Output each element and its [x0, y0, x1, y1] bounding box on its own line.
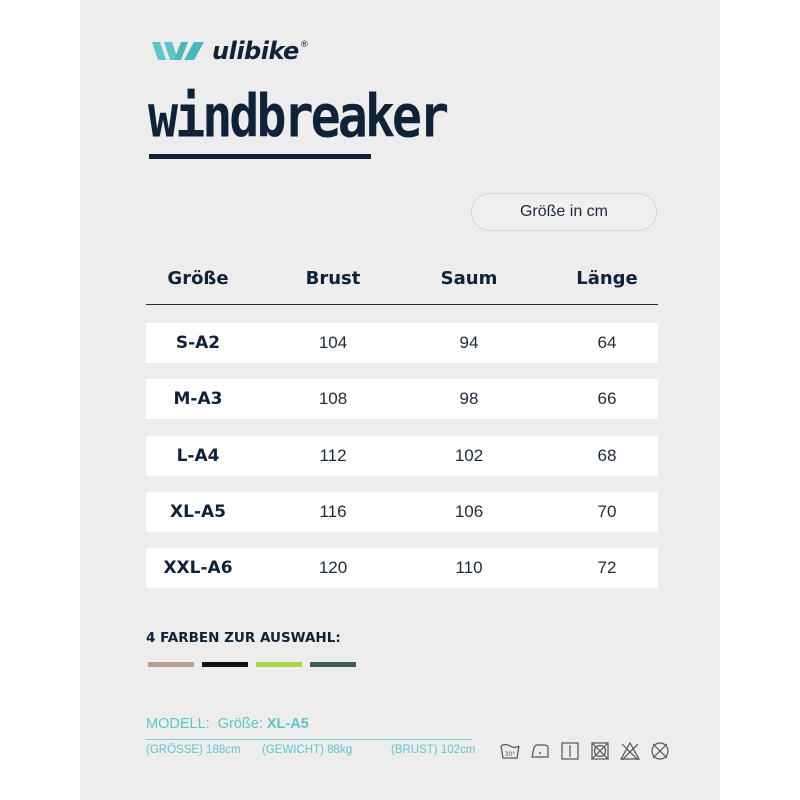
table-row [146, 323, 658, 363]
table-row [146, 492, 658, 532]
brand-name: ulibike [212, 37, 299, 65]
unit-label: Größe in cm [519, 203, 608, 220]
cell-chest: 108 [318, 389, 348, 408]
cell-size: M-A3 [173, 389, 223, 409]
cell-length: 70 [597, 502, 617, 521]
color-swatch-lime [256, 662, 302, 667]
brand-logo [150, 33, 309, 69]
color-swatch-dark-green [310, 662, 356, 667]
model-prefix: MODELL: [146, 716, 210, 732]
cell-hem: 98 [459, 389, 479, 408]
cell-hem: 106 [454, 502, 484, 521]
ulibike-logo-icon [150, 38, 206, 64]
color-swatch-beige [148, 662, 194, 667]
cell-length: 64 [597, 333, 617, 352]
table-row [146, 436, 658, 476]
cell-size: XXL-A6 [163, 558, 233, 578]
page-title: windbreaker [148, 82, 447, 151]
cell-chest: 116 [319, 502, 347, 521]
size-chart-card [80, 0, 720, 800]
cell-chest: 104 [318, 333, 348, 352]
table-row [146, 379, 658, 419]
wash-30-icon [499, 740, 521, 762]
no-tumble-dry-icon [589, 740, 611, 762]
color-swatch-black [202, 662, 248, 667]
model-chest: (BRUST) 102cm [391, 744, 476, 756]
model-divider [146, 739, 472, 740]
registered-mark: ® [299, 40, 309, 50]
table-header [146, 258, 658, 305]
header-hem: Saum [440, 268, 498, 289]
unit-badge [471, 193, 657, 231]
header-length: Länge [576, 268, 638, 289]
header-chest: Brust [305, 268, 361, 289]
cell-size: XL-A5 [170, 502, 226, 522]
care-instructions [499, 740, 671, 762]
cell-length: 72 [597, 558, 617, 577]
tumble-dry-icon [559, 740, 581, 762]
cell-size: S-A2 [175, 333, 221, 353]
cell-length: 66 [597, 389, 617, 408]
svg-text:30°: 30° [504, 751, 516, 758]
cell-chest: 120 [318, 558, 348, 577]
model-weight: (GEWICHT) 88kg [262, 744, 353, 756]
cell-hem: 102 [454, 446, 484, 465]
color-swatches [148, 662, 356, 667]
no-bleach-icon [619, 740, 641, 762]
cell-hem: 110 [455, 558, 483, 577]
model-info [146, 716, 309, 732]
no-dry-clean-icon [649, 740, 671, 762]
model-size-value: XL-A5 [266, 716, 309, 732]
colors-heading: 4 FARBEN ZUR AUSWAHL: [146, 630, 341, 646]
cell-chest: 112 [319, 446, 347, 465]
cell-size: L-A4 [176, 446, 220, 466]
model-height: (GRÖSSE) 188cm [146, 744, 241, 756]
model-size-label: Größe: [217, 716, 263, 732]
title-underline [149, 154, 371, 159]
iron-icon [529, 740, 551, 762]
cell-length: 68 [597, 446, 617, 465]
table-row [146, 548, 658, 588]
cell-hem: 94 [459, 333, 479, 352]
header-size: Größe [167, 268, 229, 289]
